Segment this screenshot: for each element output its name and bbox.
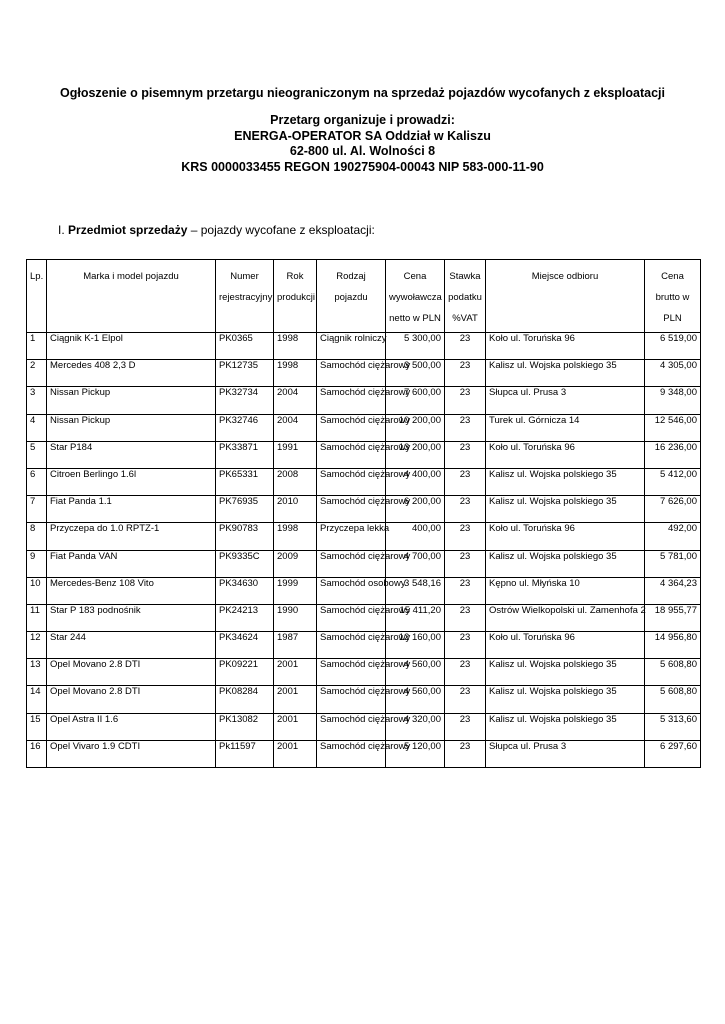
row-name: Opel Astra II 1.6: [47, 713, 216, 740]
row-registration: PK32746: [216, 414, 274, 441]
row-year: 1990: [274, 604, 317, 631]
table-row: [27, 659, 701, 686]
row-price: 10 200,00: [386, 414, 445, 441]
row-year: 2008: [274, 468, 317, 495]
row-registration: PK12735: [216, 360, 274, 387]
header-registration: Numer rejestracyjny: [216, 260, 274, 333]
row-year: 2001: [274, 686, 317, 713]
row-year: 1998: [274, 360, 317, 387]
row-gross: 14 956,80: [645, 632, 701, 659]
row-type: Samochód ciężarowy: [317, 740, 386, 767]
row-place: Kalisz ul. Wojska polskiego 35: [486, 496, 645, 523]
row-lp: 13: [27, 659, 47, 686]
row-gross: 6 519,00: [645, 333, 701, 360]
row-year: 2004: [274, 414, 317, 441]
row-vat: 23: [445, 604, 486, 631]
row-vat: 23: [445, 713, 486, 740]
row-name: Opel Movano 2.8 DTI: [47, 686, 216, 713]
row-gross: 12 546,00: [645, 414, 701, 441]
row-gross: 9 348,00: [645, 387, 701, 414]
row-price: 12 160,00: [386, 632, 445, 659]
row-place: Turek ul. Górnicza 14: [486, 414, 645, 441]
table-row: [27, 604, 701, 631]
row-place: Kalisz ul. Wojska polskiego 35: [486, 550, 645, 577]
row-vat: 23: [445, 659, 486, 686]
row-registration: PK34630: [216, 577, 274, 604]
row-lp: 16: [27, 740, 47, 767]
row-vat: 23: [445, 496, 486, 523]
organizer-line-4: KRS 0000033455 REGON 190275904-00043 NIP 583-000-11-90: [181, 159, 544, 174]
document-title: Ogłoszenie o pisemnym przetargu nieograniczonym na sprzedaż pojazdów wycofanych z eksploatacji: [59, 86, 665, 100]
row-name: Star P184: [47, 441, 216, 468]
row-registration: PK08284: [216, 686, 274, 713]
table-row: [27, 523, 701, 550]
table-header-row: [27, 260, 701, 333]
row-year: 2001: [274, 713, 317, 740]
row-registration: PK65331: [216, 468, 274, 495]
row-name: Mercedes-Benz 108 Vito: [47, 577, 216, 604]
row-vat: 23: [445, 550, 486, 577]
organizer-line-3: 62-800 ul. Al. Wolności 8: [289, 144, 436, 158]
row-lp: 7: [27, 496, 47, 523]
header-year: Rok produkcji: [274, 260, 317, 333]
row-year: 1987: [274, 632, 317, 659]
row-price: 13 200,00: [386, 441, 445, 468]
row-price: 5 120,00: [386, 740, 445, 767]
row-registration: PK33871: [216, 441, 274, 468]
table-row: [27, 360, 701, 387]
organizer-line-1: Przetarg organizuje i prowadzi:: [270, 113, 455, 127]
row-registration: PK32734: [216, 387, 274, 414]
row-price: 15 411,20: [386, 604, 445, 631]
table-row: [27, 740, 701, 767]
row-lp: 15: [27, 713, 47, 740]
row-place: Ostrów Wielkopolski ul. Zamenhofa 2: [486, 604, 645, 631]
header-price: Cena wywoławcza netto w PLN: [386, 260, 445, 333]
row-vat: 23: [445, 632, 486, 659]
row-type: Samochód ciężarowy: [317, 387, 386, 414]
header-gross: Cena brutto w PLN: [645, 260, 701, 333]
row-registration: PK13082: [216, 713, 274, 740]
row-place: Kępno ul. Młyńska 10: [486, 577, 645, 604]
row-type: Samochód ciężarowy: [317, 360, 386, 387]
table-row: [27, 686, 701, 713]
row-place: Kalisz ul. Wojska polskiego 35: [486, 468, 645, 495]
header-name: Marka i model pojazdu: [47, 260, 216, 333]
row-gross: 18 955,77: [645, 604, 701, 631]
header-vat: Stawka podatku %VAT: [445, 260, 486, 333]
row-name: Nissan Pickup: [47, 387, 216, 414]
table-row: [27, 441, 701, 468]
row-name: Opel Movano 2.8 DTI: [47, 659, 216, 686]
row-year: 1998: [274, 523, 317, 550]
row-price: 5 300,00: [386, 333, 445, 360]
section-title: Przedmiot sprzedaży: [68, 223, 188, 237]
row-lp: 1: [27, 333, 47, 360]
row-type: Samochód ciężarowy: [317, 632, 386, 659]
row-vat: 23: [445, 333, 486, 360]
row-registration: PK24213: [216, 604, 274, 631]
row-type: Przyczepa lekka: [317, 523, 386, 550]
row-place: Koło ul. Toruńska 96: [486, 333, 645, 360]
row-gross: 4 364,23: [645, 577, 701, 604]
row-name: Mercedes 408 2,3 D: [47, 360, 216, 387]
row-type: Samochód osobowy: [317, 577, 386, 604]
organizer-block: [0, 113, 725, 175]
row-type: Samochód ciężarowy: [317, 686, 386, 713]
row-price: 4 700,00: [386, 550, 445, 577]
row-place: Słupca ul. Prusa 3: [486, 387, 645, 414]
row-type: Ciągnik rolniczy: [317, 333, 386, 360]
header-lp: Lp.: [27, 260, 47, 333]
row-gross: 5 608,80: [645, 659, 701, 686]
row-price: 3 548,16: [386, 577, 445, 604]
row-price: 400,00: [386, 523, 445, 550]
table-row: [27, 496, 701, 523]
row-gross: 5 412,00: [645, 468, 701, 495]
row-lp: 6: [27, 468, 47, 495]
row-price: 4 400,00: [386, 468, 445, 495]
row-registration: PK90783: [216, 523, 274, 550]
row-gross: 7 626,00: [645, 496, 701, 523]
row-place: Kalisz ul. Wojska polskiego 35: [486, 360, 645, 387]
row-place: Koło ul. Toruńska 96: [486, 441, 645, 468]
row-name: Fiat Panda VAN: [47, 550, 216, 577]
row-place: Koło ul. Toruńska 96: [486, 523, 645, 550]
row-vat: 23: [445, 441, 486, 468]
row-vat: 23: [445, 468, 486, 495]
row-place: Słupca ul. Prusa 3: [486, 740, 645, 767]
row-name: Star P 183 podnośnik: [47, 604, 216, 631]
row-name: Ciągnik K-1 Elpol: [47, 333, 216, 360]
table-row: [27, 632, 701, 659]
row-vat: 23: [445, 686, 486, 713]
row-place: Koło ul. Toruńska 96: [486, 632, 645, 659]
row-year: 2009: [274, 550, 317, 577]
row-name: Citroen Berlingo 1.6l: [47, 468, 216, 495]
row-vat: 23: [445, 577, 486, 604]
row-gross: 5 781,00: [645, 550, 701, 577]
row-price: 4 320,00: [386, 713, 445, 740]
row-vat: 23: [445, 387, 486, 414]
row-lp: 4: [27, 414, 47, 441]
table-row: [27, 387, 701, 414]
row-lp: 10: [27, 577, 47, 604]
row-registration: PK34624: [216, 632, 274, 659]
row-year: 1999: [274, 577, 317, 604]
row-registration: PK0365: [216, 333, 274, 360]
row-name: Opel Vivaro 1.9 CDTI: [47, 740, 216, 767]
row-type: Samochód ciężarowy: [317, 550, 386, 577]
row-type: Samochód ciężarowy: [317, 659, 386, 686]
section-heading: [58, 223, 375, 237]
row-year: 2004: [274, 387, 317, 414]
row-name: Star 244: [47, 632, 216, 659]
row-name: Fiat Panda 1.1: [47, 496, 216, 523]
row-name: Przyczepa do 1.0 RPTZ-1: [47, 523, 216, 550]
table-row: [27, 550, 701, 577]
organizer-line-2: ENERGA-OPERATOR SA Oddział w Kaliszu: [234, 128, 491, 143]
row-price: 3 500,00: [386, 360, 445, 387]
row-type: Samochód ciężarowy: [317, 604, 386, 631]
row-type: Samochód ciężarowy: [317, 496, 386, 523]
row-type: Samochód ciężarowy: [317, 441, 386, 468]
row-gross: 5 313,60: [645, 713, 701, 740]
row-gross: 5 608,80: [645, 686, 701, 713]
row-place: Kalisz ul. Wojska polskiego 35: [486, 713, 645, 740]
row-place: Kalisz ul. Wojska polskiego 35: [486, 659, 645, 686]
row-registration: Pk11597: [216, 740, 274, 767]
row-lp: 11: [27, 604, 47, 631]
table-row: [27, 414, 701, 441]
row-vat: 23: [445, 523, 486, 550]
table-row: [27, 713, 701, 740]
row-place: Kalisz ul. Wojska polskiego 35: [486, 686, 645, 713]
row-price: 4 560,00: [386, 659, 445, 686]
row-price: 7 600,00: [386, 387, 445, 414]
row-year: 1998: [274, 333, 317, 360]
header-type: Rodzaj pojazdu: [317, 260, 386, 333]
section-number: I.: [58, 223, 69, 237]
row-vat: 23: [445, 740, 486, 767]
table-row: [27, 577, 701, 604]
row-lp: 14: [27, 686, 47, 713]
row-name: Nissan Pickup: [47, 414, 216, 441]
row-type: Samochód ciężarowy: [317, 468, 386, 495]
row-price: 6 200,00: [386, 496, 445, 523]
row-year: 1991: [274, 441, 317, 468]
row-year: 2001: [274, 659, 317, 686]
row-gross: 6 297,60: [645, 740, 701, 767]
table-row: [27, 333, 701, 360]
row-gross: 492,00: [645, 523, 701, 550]
row-lp: 12: [27, 632, 47, 659]
row-lp: 5: [27, 441, 47, 468]
row-lp: 3: [27, 387, 47, 414]
row-year: 2001: [274, 740, 317, 767]
row-registration: PK09221: [216, 659, 274, 686]
row-registration: PK9335C: [216, 550, 274, 577]
header-place: Miejsce odbioru: [486, 260, 645, 333]
section-description: – pojazdy wycofane z eksploatacji:: [187, 223, 375, 237]
row-price: 4 560,00: [386, 686, 445, 713]
row-year: 2010: [274, 496, 317, 523]
row-vat: 23: [445, 414, 486, 441]
row-type: Samochód ciężarowy: [317, 713, 386, 740]
row-lp: 8: [27, 523, 47, 550]
table-row: [27, 468, 701, 495]
row-gross: 16 236,00: [645, 441, 701, 468]
row-vat: 23: [445, 360, 486, 387]
row-lp: 2: [27, 360, 47, 387]
row-type: Samochód ciężarowy: [317, 414, 386, 441]
row-gross: 4 305,00: [645, 360, 701, 387]
vehicles-table: [26, 259, 701, 768]
row-registration: PK76935: [216, 496, 274, 523]
row-lp: 9: [27, 550, 47, 577]
